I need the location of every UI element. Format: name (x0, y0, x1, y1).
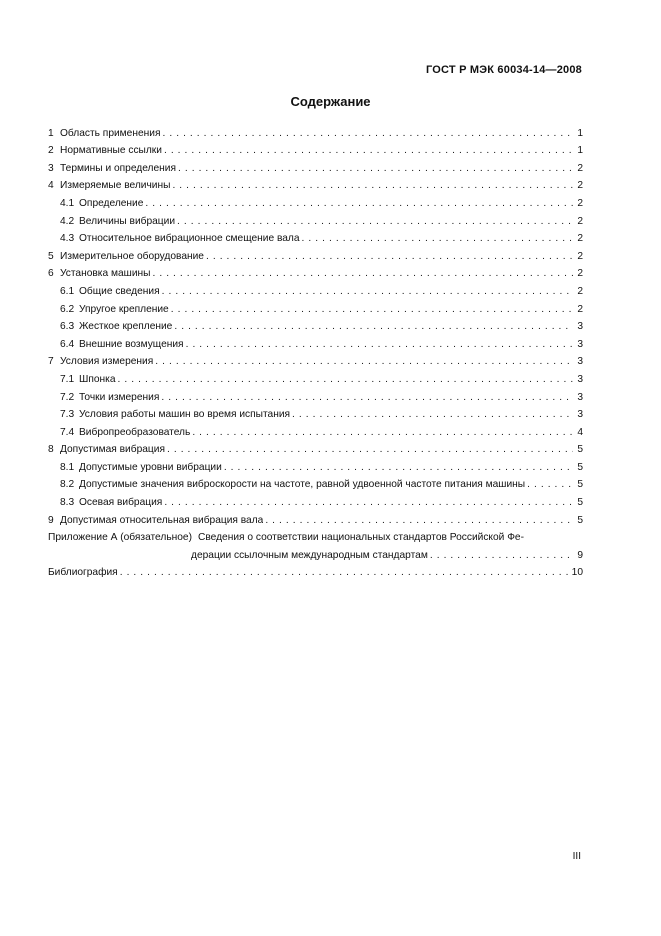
toc-entry-number: 4.2 (60, 215, 75, 227)
toc-entry-number: 1 (48, 127, 54, 139)
leader-dots (164, 495, 573, 508)
toc-entry-number: 7.2 (60, 391, 75, 403)
toc-entry-label: Общие сведения (79, 285, 160, 297)
toc-entry-page: 5 (577, 514, 583, 526)
toc-entry-number: 5 (48, 250, 54, 262)
toc-entry-page: 2 (577, 303, 583, 315)
leader-dots (167, 442, 573, 455)
toc-entry-number: 8.1 (60, 461, 75, 473)
toc-entry-number: 4.3 (60, 233, 75, 245)
toc-entry-number: 6.2 (60, 303, 75, 315)
toc-entry-page: 2 (577, 250, 583, 262)
toc-entry-label: Допустимые значения виброскорости на частоте, равной удвоенной частоте питания машины (79, 479, 526, 491)
toc-entry[interactable] (48, 227, 583, 245)
toc-entry-number: 6.4 (60, 338, 75, 350)
bibliography-label: Библиография (48, 567, 118, 579)
page-title: Содержание (290, 94, 371, 109)
toc-entry-label: Величины вибрации (79, 215, 176, 227)
leader-dots (152, 266, 573, 279)
toc-entry-page: 2 (577, 285, 583, 297)
leader-dots (192, 425, 573, 438)
standard-code: ГОСТ Р МЭК 60034-14—2008 (425, 64, 582, 76)
appendix-title-line2: дерации ссылочным международным стандартам (191, 549, 428, 561)
leader-dots (164, 143, 573, 156)
leader-dots (155, 354, 573, 367)
leader-dots (145, 196, 573, 209)
leader-dots (161, 390, 573, 403)
toc-entry[interactable] (48, 367, 583, 385)
toc-entry-page: 3 (577, 338, 583, 350)
toc-entry[interactable] (48, 139, 583, 157)
toc-entry-label: Нормативные ссылки (60, 145, 162, 157)
appendix-entry-continued[interactable] (48, 543, 583, 561)
toc-entry-number: 6 (48, 268, 54, 280)
toc-entry-page: 2 (577, 162, 583, 174)
toc-entry-label: Точки измерения (79, 391, 160, 403)
leader-dots (172, 178, 573, 191)
toc-entry-label: Определение (79, 197, 144, 209)
toc-entry-label: Допустимая вибрация (60, 444, 165, 456)
toc-entry-label: Упругое крепление (79, 303, 169, 315)
toc-entry[interactable] (48, 438, 583, 456)
toc-entry-number: 6.1 (60, 285, 75, 297)
toc-entry-label: Внешние возмущения (79, 338, 184, 350)
toc-entry-number: 8 (48, 444, 54, 456)
toc-entry-number: 7.4 (60, 426, 75, 438)
toc-entry-page: 3 (577, 356, 583, 368)
toc-entry[interactable] (48, 332, 583, 350)
toc-entry-label: Область применения (60, 127, 161, 139)
toc-entry-page: 2 (577, 233, 583, 245)
appendix-title-line1: Сведения о соответствии национальных стандартов Российской Фе- (198, 532, 524, 544)
toc-entry-label: Осевая вибрация (79, 497, 163, 509)
toc-entry[interactable] (48, 508, 583, 526)
page-number: III (572, 851, 581, 862)
toc-entry-page: 2 (577, 180, 583, 192)
leader-dots (120, 565, 570, 578)
toc-entry-label: Шпонка (79, 373, 116, 385)
toc-entry-number: 4 (48, 180, 54, 192)
table-of-contents (48, 121, 583, 578)
toc-entry-number: 6.3 (60, 321, 75, 333)
toc-entry-number: 9 (48, 514, 54, 526)
toc-entry-label: Жесткое крепление (79, 321, 173, 333)
toc-entry-number: 7.3 (60, 409, 75, 421)
leader-dots (162, 284, 573, 297)
toc-entry-label: Условия работы машин во время испытания (79, 409, 291, 421)
toc-entry[interactable] (48, 403, 583, 421)
toc-entry-label: Относительное вибрационное смещение вала (79, 233, 300, 245)
toc-entry-page: 1 (577, 127, 583, 139)
leader-dots (186, 337, 573, 350)
leader-dots (174, 319, 573, 332)
toc-entry-page: 5 (577, 461, 583, 473)
toc-entry[interactable] (48, 315, 583, 333)
toc-entry-page: 2 (577, 215, 583, 227)
toc-entry-number: 2 (48, 145, 54, 157)
bibliography-page: 10 (571, 567, 583, 579)
toc-entry-page: 3 (577, 321, 583, 333)
toc-entry-page: 5 (577, 497, 583, 509)
leader-dots (292, 407, 573, 420)
appendix-entry[interactable] (48, 526, 583, 544)
toc-entry[interactable] (48, 156, 583, 174)
toc-entry-page: 3 (577, 409, 583, 421)
toc-entry[interactable] (48, 385, 583, 403)
toc-entry[interactable] (48, 121, 583, 139)
toc-entry-page: 3 (577, 391, 583, 403)
toc-entry[interactable] (48, 209, 583, 227)
toc-entry[interactable] (48, 420, 583, 438)
bibliography-entry[interactable] (48, 561, 583, 579)
leader-dots (265, 513, 573, 526)
leader-dots (430, 548, 573, 561)
toc-entry[interactable] (48, 279, 583, 297)
leader-dots (118, 372, 574, 385)
toc-entry-label: Допустимая относительная вибрация вала (60, 514, 264, 526)
toc-entry-page: 5 (577, 444, 583, 456)
toc-entry-label: Условия измерения (60, 356, 154, 368)
toc-entry[interactable] (48, 174, 583, 192)
toc-entry[interactable] (48, 455, 583, 473)
leader-dots (178, 161, 573, 174)
leader-dots (302, 231, 573, 244)
toc-entry-number: 7.1 (60, 373, 75, 385)
toc-entry[interactable] (48, 297, 583, 315)
leader-dots (171, 302, 573, 315)
toc-entry-page: 4 (577, 426, 583, 438)
toc-entry-page: 3 (577, 373, 583, 385)
toc-entry-label: Вибропреобразователь (79, 426, 191, 438)
toc-entry[interactable] (48, 490, 583, 508)
toc-entry-label: Измеряемые величины (60, 180, 171, 192)
toc-entry-label: Термины и определения (60, 162, 176, 174)
toc-entry-label: Измерительное оборудование (60, 250, 204, 262)
toc-entry-page: 2 (577, 268, 583, 280)
toc-entry-number: 8.2 (60, 479, 75, 491)
toc-entry-label: Допустимые уровни вибрации (79, 461, 222, 473)
toc-entry[interactable] (48, 473, 583, 491)
appendix-page: 9 (577, 549, 583, 561)
toc-entry-page: 1 (577, 145, 583, 157)
toc-entry-label: Установка машины (60, 268, 151, 280)
toc-entry[interactable] (48, 262, 583, 280)
leader-dots (206, 249, 573, 262)
toc-entry-number: 7 (48, 356, 54, 368)
toc-entry[interactable] (48, 350, 583, 368)
toc-entry-page: 5 (577, 479, 583, 491)
toc-entry-page: 2 (577, 197, 583, 209)
toc-entry-number: 8.3 (60, 497, 75, 509)
leader-dots (162, 126, 573, 139)
toc-entry-number: 3 (48, 162, 54, 174)
toc-entry-number: 4.1 (60, 197, 75, 209)
toc-entry[interactable] (48, 191, 583, 209)
leader-dots (177, 214, 573, 227)
leader-dots (224, 460, 573, 473)
leader-dots (527, 477, 573, 490)
toc-entry[interactable] (48, 244, 583, 262)
appendix-lead: Приложение А (обязательное) (48, 532, 192, 544)
